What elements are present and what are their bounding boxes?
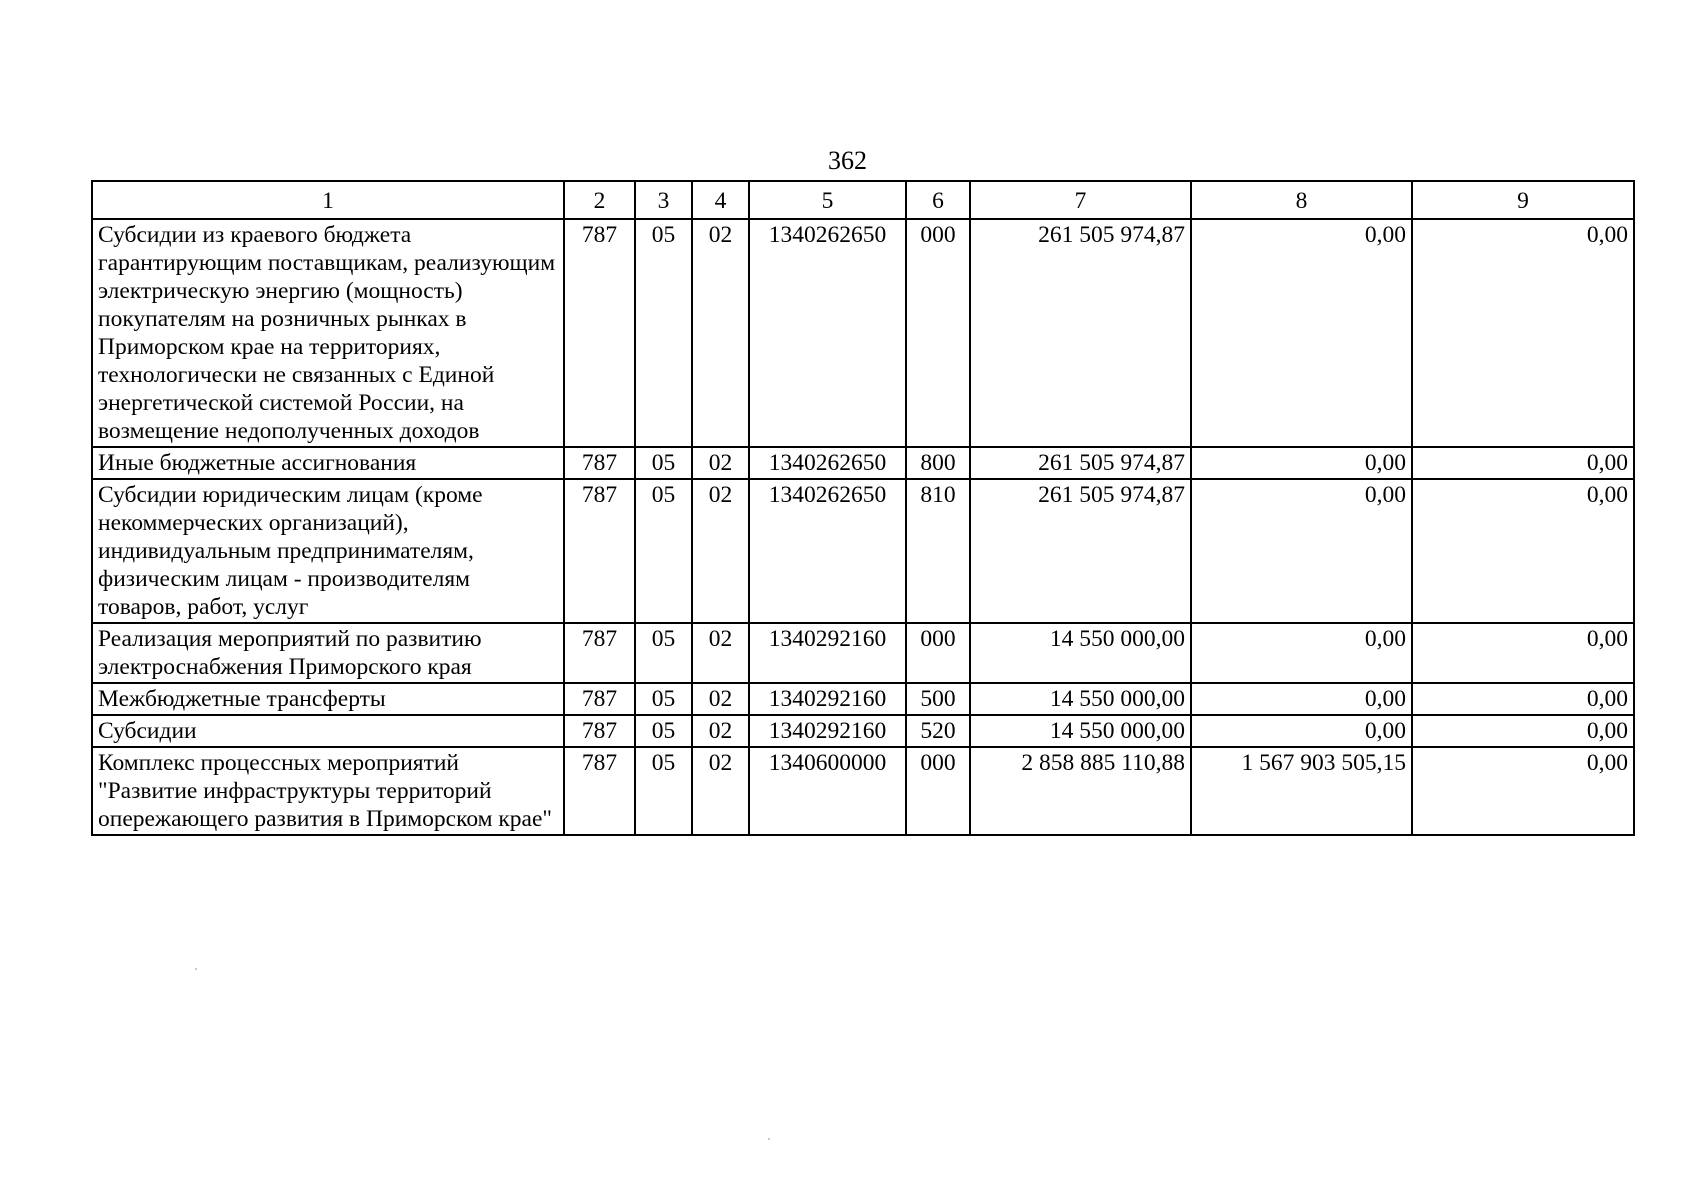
cell-subsection-code: 02 bbox=[692, 747, 749, 835]
cell-amount-col9: 0,00 bbox=[1412, 683, 1634, 715]
cell-amount-col9: 0,00 bbox=[1412, 479, 1634, 623]
column-header-9: 9 bbox=[1412, 181, 1634, 219]
cell-ministry-code: 787 bbox=[564, 219, 635, 447]
cell-ministry-code: 787 bbox=[564, 715, 635, 747]
column-header-5: 5 bbox=[749, 181, 906, 219]
cell-section-code: 05 bbox=[635, 479, 692, 623]
column-header-2: 2 bbox=[564, 181, 635, 219]
scan-speck bbox=[768, 1138, 770, 1140]
column-header-7: 7 bbox=[970, 181, 1191, 219]
cell-ministry-code: 787 bbox=[564, 747, 635, 835]
cell-section-code: 05 bbox=[635, 623, 692, 683]
cell-target-article-code: 1340292160 bbox=[749, 683, 906, 715]
table-row bbox=[92, 747, 1634, 835]
cell-expense-type-code: 500 bbox=[906, 683, 970, 715]
cell-expense-type-code: 000 bbox=[906, 623, 970, 683]
cell-amount-col8: 0,00 bbox=[1191, 479, 1412, 623]
cell-subsection-code: 02 bbox=[692, 447, 749, 479]
cell-amount-col7: 14 550 000,00 bbox=[970, 715, 1191, 747]
cell-amount-col8: 0,00 bbox=[1191, 715, 1412, 747]
cell-amount-col9: 0,00 bbox=[1412, 623, 1634, 683]
cell-amount-col8: 0,00 bbox=[1191, 447, 1412, 479]
row-name: Реализация мероприятий по развитию электроснабжения Приморского края bbox=[92, 623, 564, 683]
cell-amount-col7: 14 550 000,00 bbox=[970, 683, 1191, 715]
row-name: Межбюджетные трансферты bbox=[92, 683, 564, 715]
header-row bbox=[92, 181, 1634, 219]
table-row bbox=[92, 683, 1634, 715]
cell-amount-col9: 0,00 bbox=[1412, 715, 1634, 747]
cell-expense-type-code: 520 bbox=[906, 715, 970, 747]
column-header-8: 8 bbox=[1191, 181, 1412, 219]
budget-table bbox=[91, 180, 1635, 836]
cell-target-article-code: 1340262650 bbox=[749, 479, 906, 623]
cell-amount-col8: 0,00 bbox=[1191, 219, 1412, 447]
cell-section-code: 05 bbox=[635, 447, 692, 479]
row-name: Субсидии bbox=[92, 715, 564, 747]
cell-target-article-code: 1340292160 bbox=[749, 623, 906, 683]
cell-amount-col7: 261 505 974,87 bbox=[970, 219, 1191, 447]
cell-target-article-code: 1340600000 bbox=[749, 747, 906, 835]
column-header-3: 3 bbox=[635, 181, 692, 219]
column-header-6: 6 bbox=[906, 181, 970, 219]
table-header bbox=[92, 181, 1634, 219]
cell-amount-col7: 14 550 000,00 bbox=[970, 623, 1191, 683]
row-name: Иные бюджетные ассигнования bbox=[92, 447, 564, 479]
cell-ministry-code: 787 bbox=[564, 683, 635, 715]
cell-amount-col7: 261 505 974,87 bbox=[970, 447, 1191, 479]
cell-expense-type-code: 000 bbox=[906, 219, 970, 447]
column-header-1: 1 bbox=[92, 181, 564, 219]
cell-amount-col8: 0,00 bbox=[1191, 683, 1412, 715]
row-name: Субсидии из краевого бюджета гарантирующим поставщикам, реализующим электрическую энергию (мощность) покупателям на розничных рынках в Приморском крае на территориях, технологически не связанных с Единой энергетической системой России, на возмещение недополученных доходов bbox=[92, 219, 564, 447]
table-row bbox=[92, 623, 1634, 683]
table-body bbox=[92, 219, 1634, 835]
cell-ministry-code: 787 bbox=[564, 447, 635, 479]
scan-speck bbox=[195, 968, 197, 970]
cell-section-code: 05 bbox=[635, 683, 692, 715]
cell-amount-col8: 1 567 903 505,15 bbox=[1191, 747, 1412, 835]
cell-subsection-code: 02 bbox=[692, 683, 749, 715]
cell-expense-type-code: 800 bbox=[906, 447, 970, 479]
table-row bbox=[92, 219, 1634, 447]
cell-expense-type-code: 810 bbox=[906, 479, 970, 623]
cell-amount-col9: 0,00 bbox=[1412, 447, 1634, 479]
cell-amount-col7: 261 505 974,87 bbox=[970, 479, 1191, 623]
cell-ministry-code: 787 bbox=[564, 479, 635, 623]
column-header-4: 4 bbox=[692, 181, 749, 219]
cell-subsection-code: 02 bbox=[692, 715, 749, 747]
cell-section-code: 05 bbox=[635, 715, 692, 747]
cell-amount-col8: 0,00 bbox=[1191, 623, 1412, 683]
cell-target-article-code: 1340262650 bbox=[749, 219, 906, 447]
page-number: 362 bbox=[828, 146, 867, 175]
cell-target-article-code: 1340262650 bbox=[749, 447, 906, 479]
cell-amount-col7: 2 858 885 110,88 bbox=[970, 747, 1191, 835]
cell-target-article-code: 1340292160 bbox=[749, 715, 906, 747]
cell-section-code: 05 bbox=[635, 219, 692, 447]
row-name: Комплекс процессных мероприятий "Развитие инфраструктуры территорий опережающего развития в Приморском крае" bbox=[92, 747, 564, 835]
table-row bbox=[92, 715, 1634, 747]
cell-amount-col9: 0,00 bbox=[1412, 747, 1634, 835]
table-row bbox=[92, 447, 1634, 479]
row-name: Субсидии юридическим лицам (кроме некоммерческих организаций), индивидуальным предпринимателям, физическим лицам - производителям товаров, работ, услуг bbox=[92, 479, 564, 623]
cell-amount-col9: 0,00 bbox=[1412, 219, 1634, 447]
cell-expense-type-code: 000 bbox=[906, 747, 970, 835]
cell-section-code: 05 bbox=[635, 747, 692, 835]
cell-subsection-code: 02 bbox=[692, 479, 749, 623]
cell-ministry-code: 787 bbox=[564, 623, 635, 683]
cell-subsection-code: 02 bbox=[692, 623, 749, 683]
table-row bbox=[92, 479, 1634, 623]
cell-subsection-code: 02 bbox=[692, 219, 749, 447]
